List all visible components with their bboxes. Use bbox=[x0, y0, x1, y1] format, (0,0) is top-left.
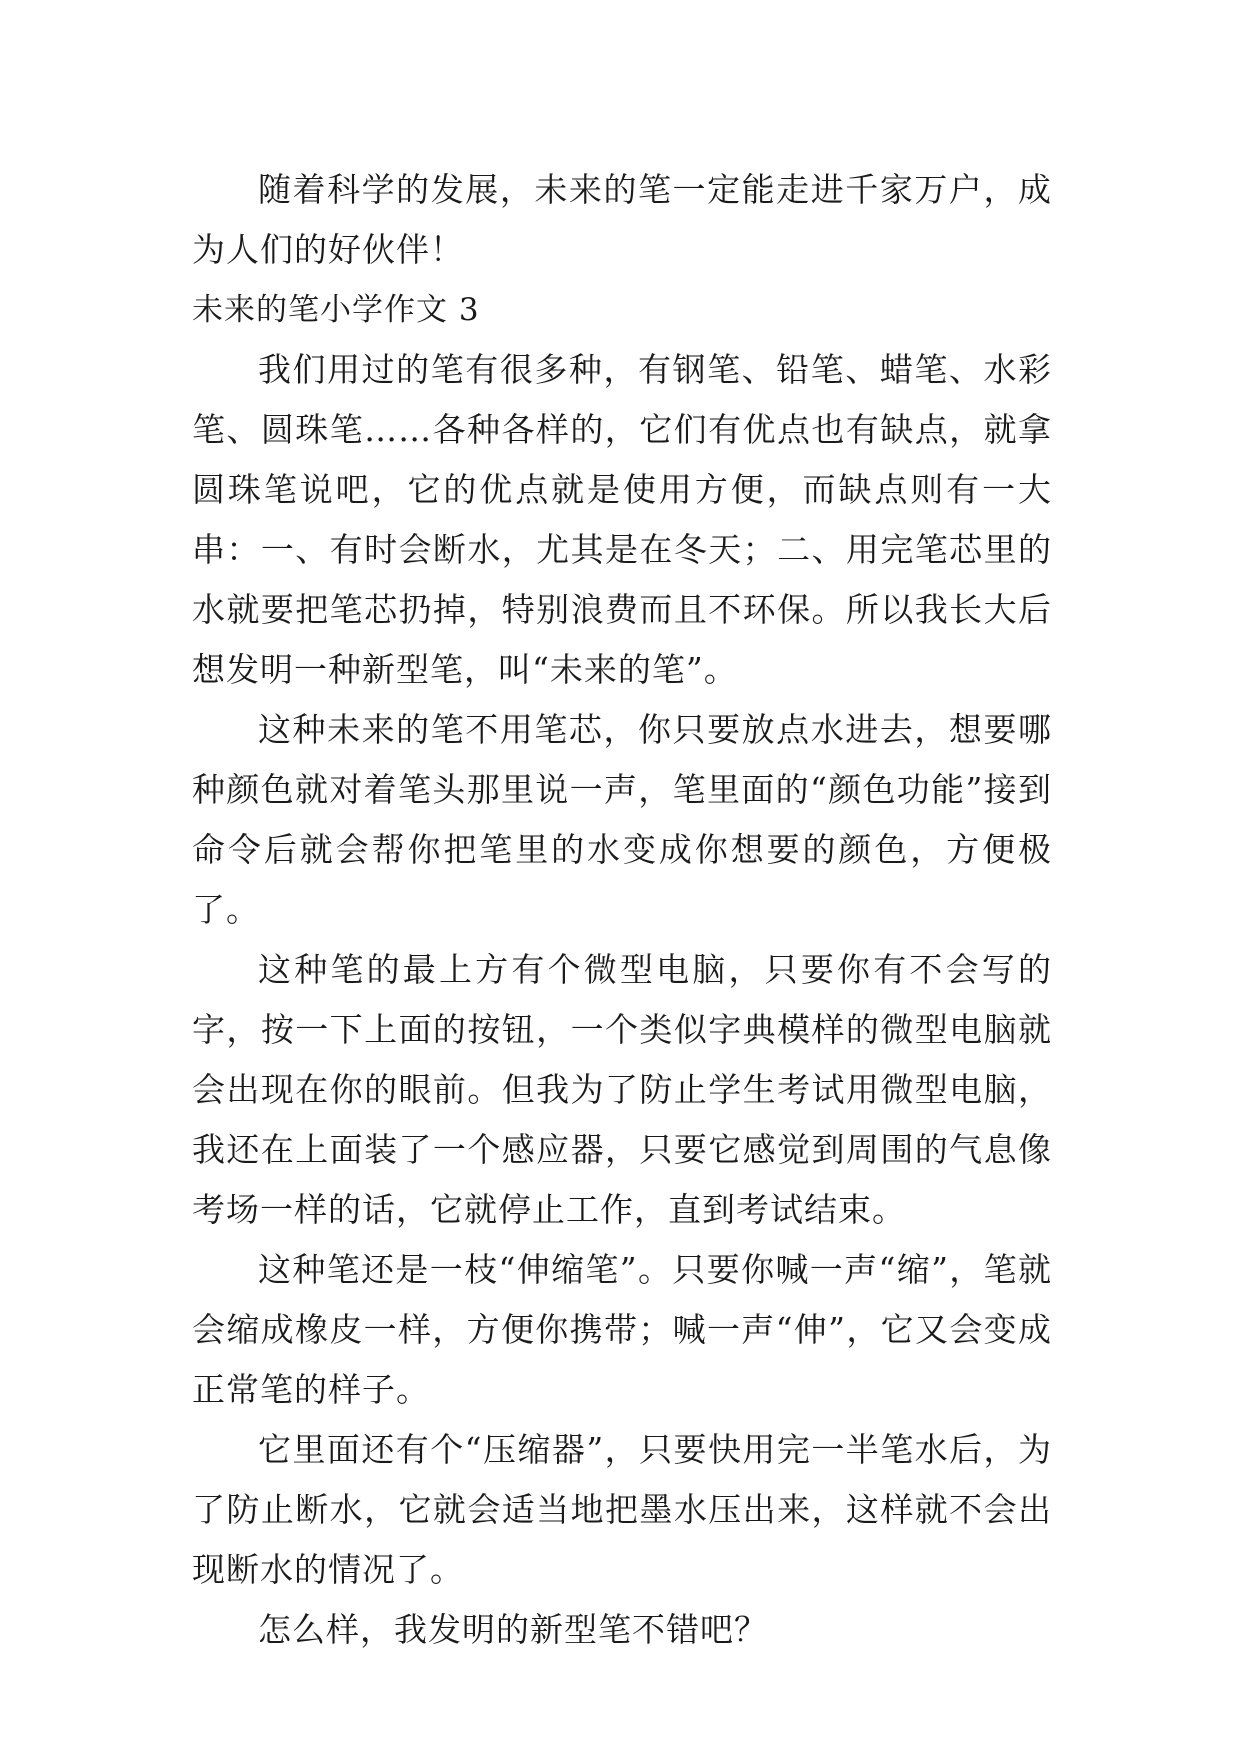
paragraph-1: 我们用过的笔有很多种，有钢笔、铅笔、蜡笔、水彩笔、圆珠笔……各种各样的，它们有优点也有缺点，就拿圆珠笔说吧，它的优点就是使用方便，而缺点则有一大串：一、有时会断水，尤其是在冬天；二、用完笔芯里的水就要把笔芯扔掉，特别浪费而且不环保。所以我长大后想发明一种新型笔，叫“未来的笔”。 bbox=[192, 350, 1052, 689]
paragraph-4: 这种笔还是一枝“伸缩笔”。只要你喊一声“缩”，笔就会缩成橡皮一样，方便你携带；喊一声“伸”，它又会变成正常笔的样子。 bbox=[192, 1250, 1052, 1409]
paragraph-3: 这种笔的最上方有个微型电脑，只要你有不会写的字，按一下上面的按钮，一个类似字典模样的微型电脑就会出现在你的眼前。但我为了防止学生考试用微型电脑，我还在上面装了一个感应器，只要它感觉到周围的气息像考场一样的话，它就停止工作，直到考试结束。 bbox=[192, 950, 1052, 1229]
paragraph-2: 这种未来的笔不用笔芯，你只要放点水进去，想要哪种颜色就对着笔头那里说一声，笔里面的“颜色功能”接到命令后就会帮你把笔里的水变成你想要的颜色，方便极了。 bbox=[192, 710, 1052, 929]
paragraph-6: 怎么样，我发明的新型笔不错吧？ bbox=[258, 1610, 768, 1649]
essay-heading: 未来的笔小学作文 3 bbox=[192, 292, 480, 328]
paragraph-5: 它里面还有个“压缩器”，只要快用完一半笔水后，为了防止断水，它就会适当地把墨水压出来，这样就不会出现断水的情况了。 bbox=[192, 1430, 1052, 1589]
document-body bbox=[192, 160, 1052, 1660]
paragraph-intro-closing: 随着科学的发展，未来的笔一定能走进千家万户，成为人们的好伙伴！ bbox=[192, 170, 1052, 269]
